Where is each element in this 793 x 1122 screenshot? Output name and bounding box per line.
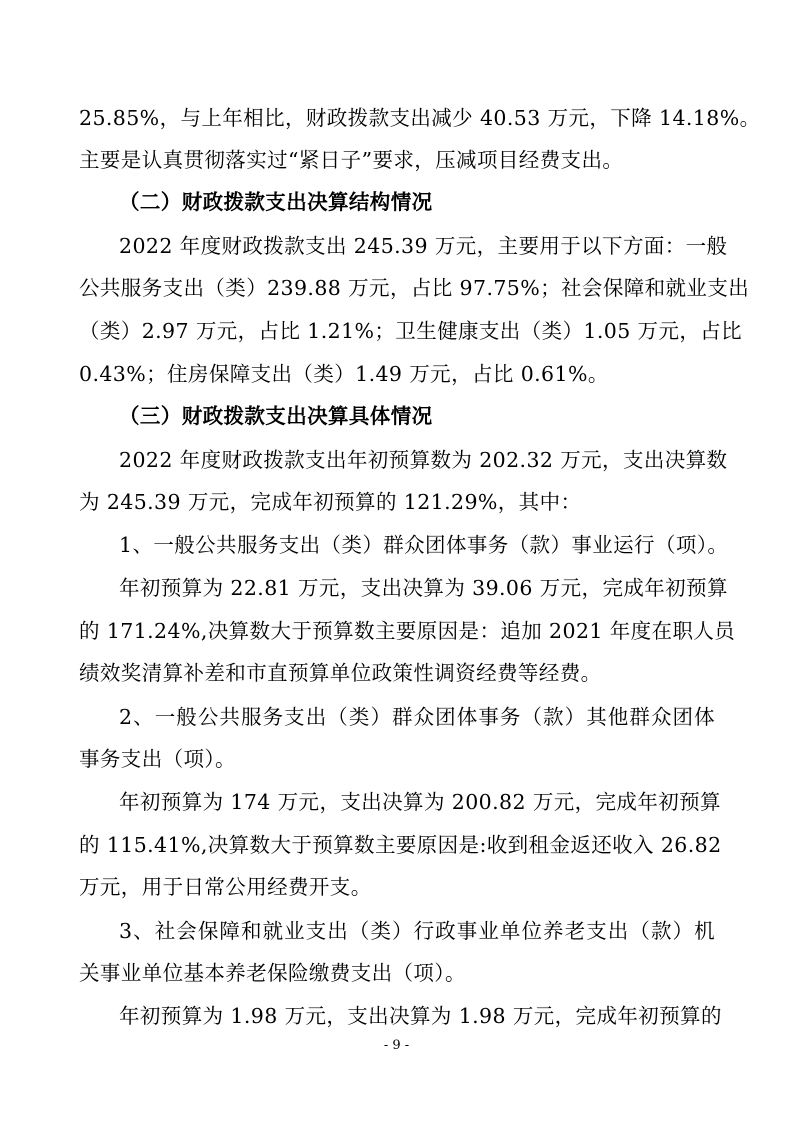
page-number: - 9 - <box>383 1038 410 1053</box>
section-heading-2: （二）财政拨款支出决算结构情况 <box>119 190 433 214</box>
body-line-22: 年初预算为 1.98 万元，支出决算为 1.98 万元，完成年初预算的 <box>119 1004 722 1028</box>
body-line-13: 的 171.24%,决算数大于预算数主要原因是：追加 2021 年度在职人员 <box>79 619 736 643</box>
body-line-7: 0.43%；住房保障支出（类）1.49 万元，占比 0.61%。 <box>79 362 609 386</box>
body-line-16: 事务支出（项）。 <box>79 747 236 771</box>
body-line-18: 的 115.41%,决算数大于预算数主要原因是:收到租金返还收入 26.82 <box>79 833 722 857</box>
body-line-2: 主要是认真贯彻落实过“紧日子”要求，压减项目经费支出。 <box>79 148 624 172</box>
body-line-17: 年初预算为 174 万元，支出决算为 200.82 万元，完成年初预算 <box>119 790 721 814</box>
body-line-5: 公共服务支出（类）239.88 万元，占比 97.75%；社会保障和就业支出 <box>79 276 750 300</box>
body-line-6: （类）2.97 万元，占比 1.21%；卫生健康支出（类）1.05 万元，占比 <box>79 319 743 343</box>
body-line-19: 万元，用于日常公用经费开支。 <box>79 875 372 899</box>
body-line-4: 2022 年度财政拨款支出 245.39 万元，主要用于以下方面：一般 <box>119 234 728 258</box>
item-2-title: 2、一般公共服务支出（类）群众团体事务（款）其他群众团体 <box>119 705 715 729</box>
section-heading-3: （三）财政拨款支出决算具体情况 <box>119 404 433 428</box>
body-line-1: 25.85%，与上年相比，财政拨款支出减少 40.53 万元，下降 14.18%。 <box>79 106 761 130</box>
body-line-21: 关事业单位基本养老保险缴费支出（项）。 <box>79 961 466 985</box>
item-3-title: 3、社会保障和就业支出（类）行政事业单位养老支出（款）机 <box>119 919 715 943</box>
body-line-9: 2022 年度财政拨款支出年初预算数为 202.32 万元，支出决算数 <box>119 448 728 472</box>
item-1-title: 1、一般公共服务支出（类）群众团体事务（款）事业运行（项）。 <box>119 533 729 557</box>
body-line-14: 绩效奖清算补差和市直预算单位政策性调资经费等经费。 <box>79 661 602 685</box>
body-line-12: 年初预算为 22.81 万元，支出决算为 39.06 万元，完成年初预算 <box>119 576 728 600</box>
body-line-10: 为 245.39 万元，完成年初预算的 121.29%，其中： <box>79 490 582 514</box>
